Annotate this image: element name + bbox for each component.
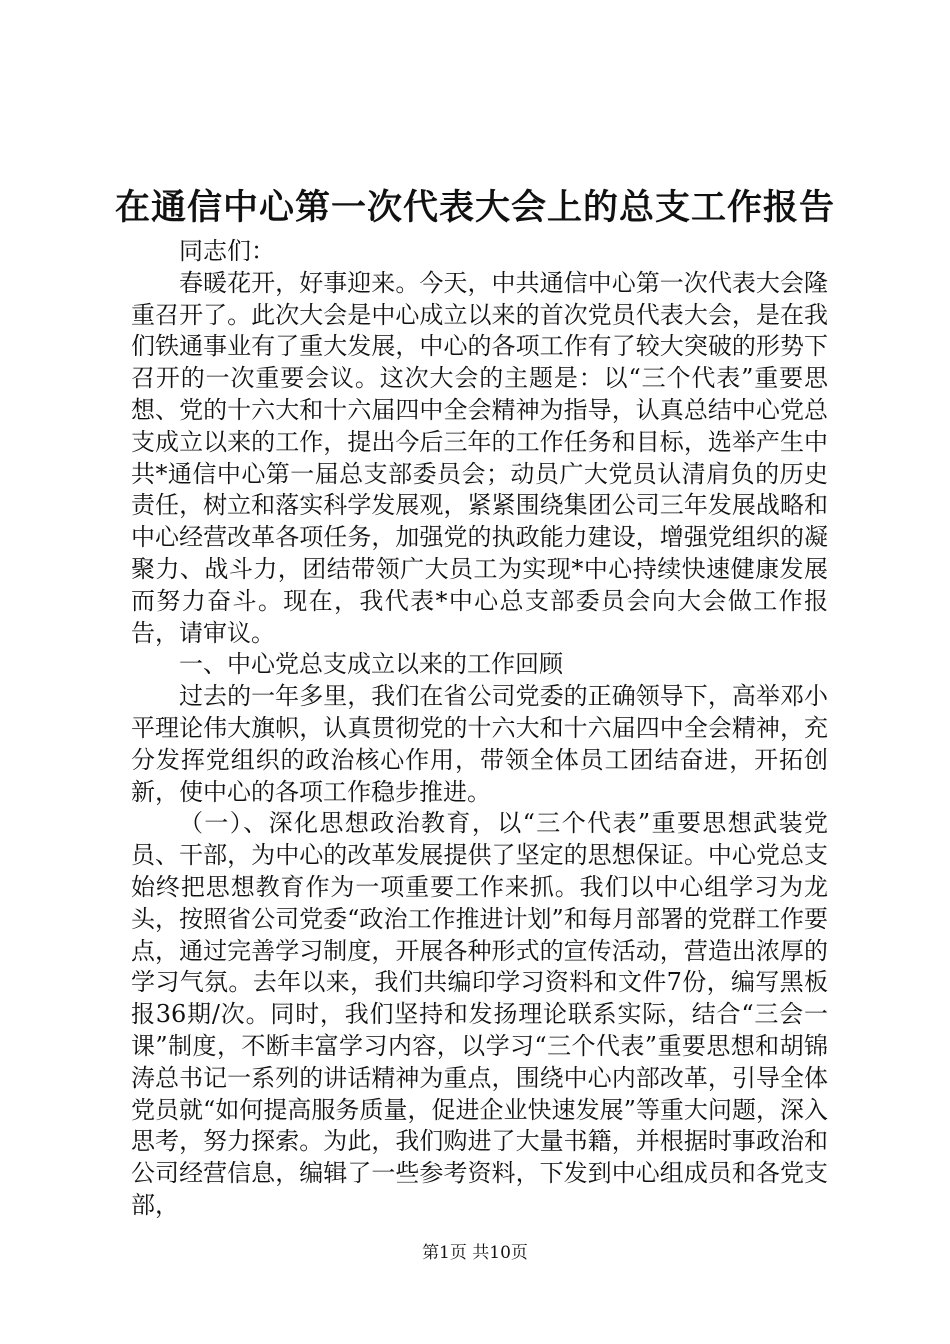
document-body: [131, 236, 828, 1222]
page-number-footer: 第1页 共10页: [422, 1243, 528, 1263]
section-heading-review: 一、中心党总支成立以来的工作回顾: [179, 650, 563, 679]
paragraph-salutation: 同志们：: [179, 237, 275, 265]
paragraph-ideological-education: （一）、深化思想政治教育，以“三个代表”重要思想武装党员、干部，为中心的改革发展提供了坚定的思想保证。中心党总支始终把思想教育作为一项重要工作来抓。我们以中心组学习为龙头，按照省公司党委“政治工作推进计划”和每月部署的党群工作要点，通过完善学习制度，开展各种形式的宣传活动，营造出浓厚的学习气氛。去年以来，我们共编印学习资料和文件7份，编写黑板报36期/次。同时，我们坚持和发扬理论联系实际，结合“三会一课”制度，不断丰富学习内容，以学习“三个代表”重要思想和胡锦涛总书记一系列的讲话精神为重点，围绕中心内部改革，引导全体党员就“如何提高服务质量，促进企业快速发展”等重大问题，深入思考，努力探索。为此，我们购进了大量书籍，并根据时事政治和公司经营信息，编辑了一些参考资料，下发到中心组成员和各党支部，: [131, 809, 828, 1219]
paragraph-review-intro: 过去的一年多里，我们在省公司党委的正确领导下，高举邓小平理论伟大旗帜，认真贯彻党的十六大和十六届四中全会精神，充分发挥党组织的政治核心作用，带领全体员工团结奋进，开拓创新，使中心的各项工作稳步推进。: [131, 682, 828, 806]
paragraph-opening: 春暖花开，好事迎来。今天，中共通信中心第一次代表大会隆重召开了。此次大会是中心成立以来的首次党员代表大会，是在我们铁通事业有了重大发展，中心的各项工作有了较大突破的形势下召开的一次重要会议。这次大会的主题是：以“三个代表”重要思想、党的十六大和十六届四中全会精神为指导，认真总结中心党总支成立以来的工作，提出今后三年的工作任务和目标，选举产生中共*通信中心第一届总支部委员会；动员广大党员认清肩负的历史责任，树立和落实科学发展观，紧紧围绕集团公司三年发展战略和中心经营改革各项任务，加强党的执政能力建设，增强党组织的凝聚力、战斗力，团结带领广大员工为实现*中心持续快速健康发展而努力奋斗。现在，我代表*中心总支部委员会向大会做工作报告，请审议。: [131, 268, 828, 647]
document-title: 在通信中心第一次代表大会上的总支工作报告: [114, 187, 835, 228]
